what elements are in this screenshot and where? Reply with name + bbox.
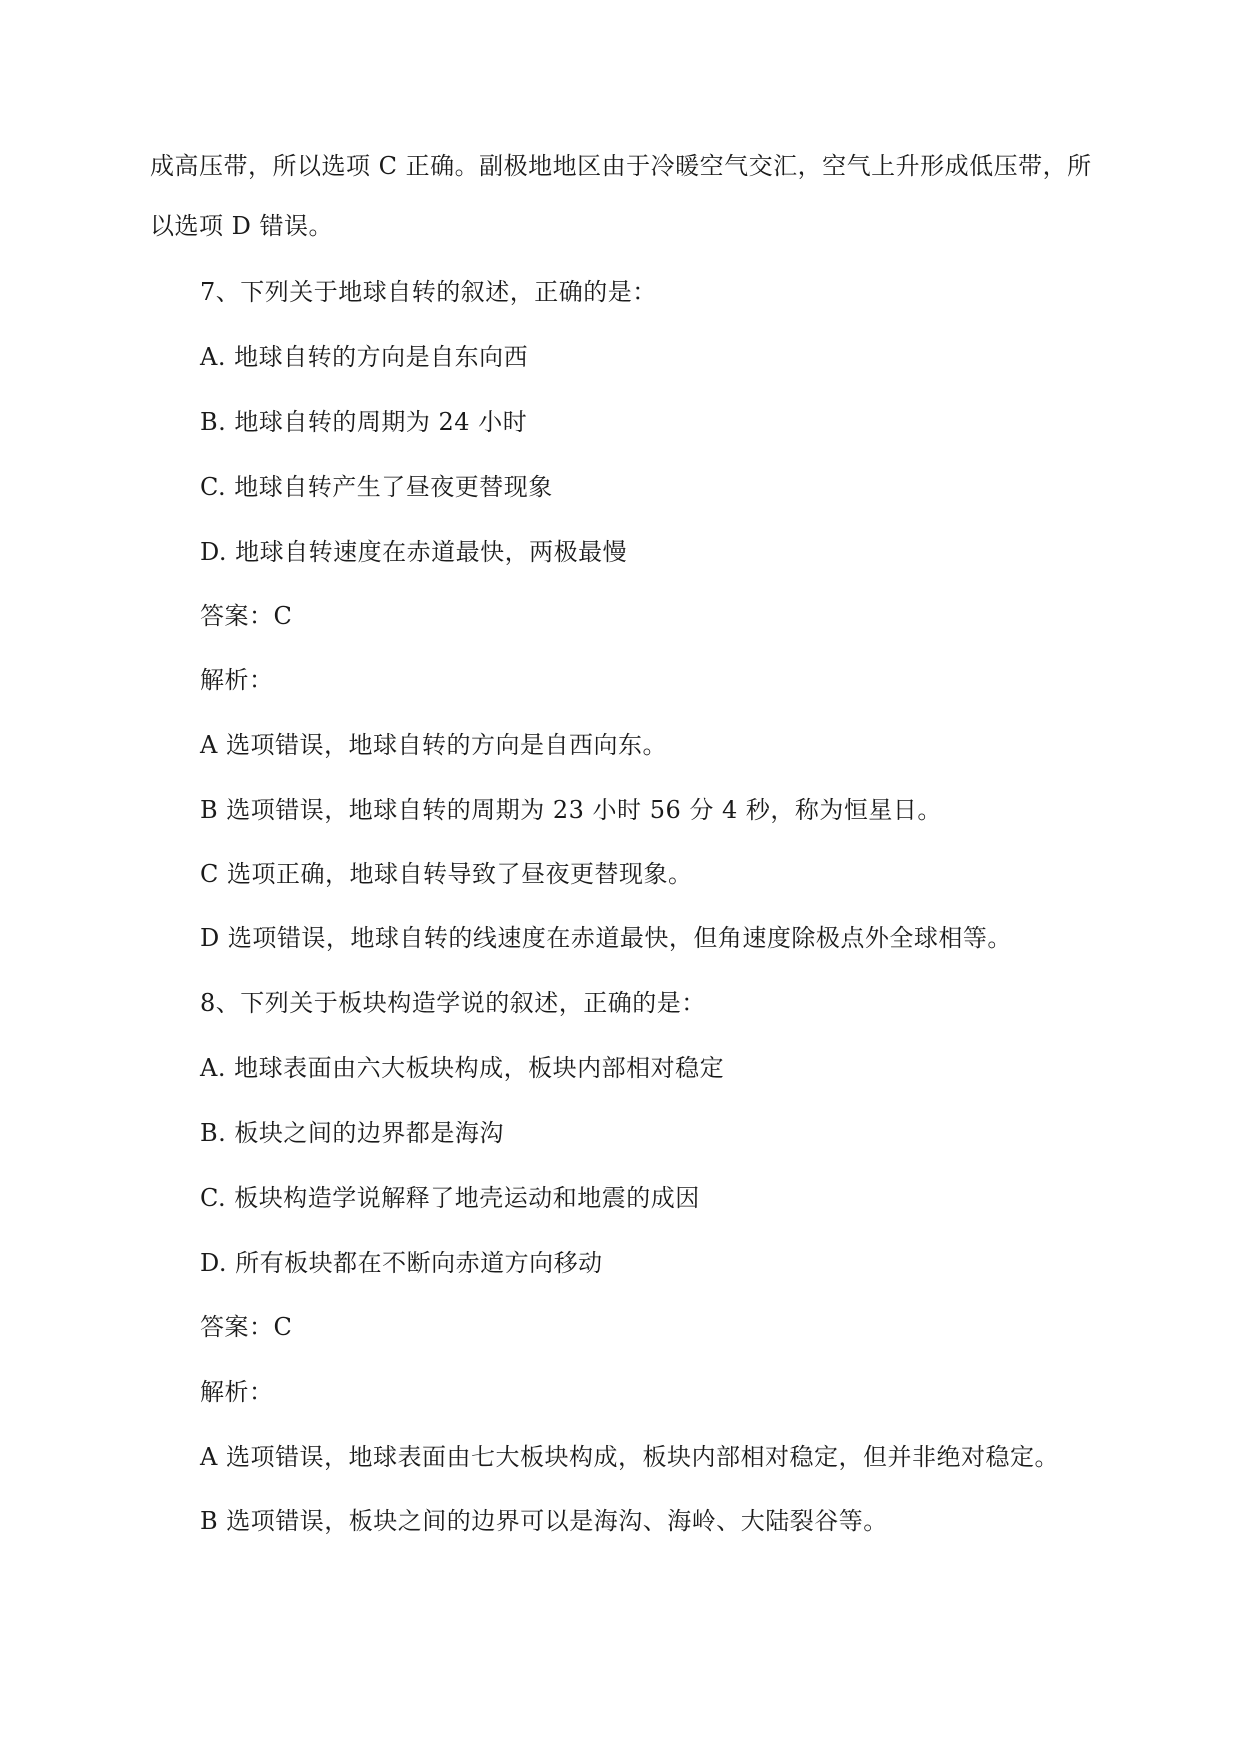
question-7-option-c: C. 地球自转产生了昼夜更替现象 — [200, 473, 553, 501]
question-8-option-c: C. 板块构造学说解释了地壳运动和地震的成因 — [200, 1184, 700, 1212]
question-7-option-d: D. 地球自转速度在赤道最快，两极最慢 — [200, 538, 628, 566]
question-7-analysis-d: D 选项错误，地球自转的线速度在赤道最快，但角速度除极点外全球相等。 — [200, 924, 1012, 952]
question-8-analysis-a: A 选项错误，地球表面由七大板块构成，板块内部相对稳定，但并非绝对稳定。 — [200, 1443, 1059, 1471]
continuation-line-2: 以选项 D 错误。 — [150, 212, 333, 240]
question-7-analysis-label: 解析： — [200, 666, 274, 694]
question-8-answer: 答案：C — [200, 1313, 293, 1341]
question-8-option-b: B. 板块之间的边界都是海沟 — [200, 1119, 504, 1147]
continuation-line-1: 成高压带，所以选项 C 正确。副极地地区由于冷暖空气交汇，空气上升形成低压带，所 — [150, 152, 1092, 180]
question-8-option-a: A. 地球表面由六大板块构成，板块内部相对稳定 — [200, 1054, 725, 1082]
question-7-option-a: A. 地球自转的方向是自东向西 — [200, 343, 529, 371]
question-7-answer: 答案：C — [200, 602, 293, 630]
question-7-analysis-c: C 选项正确，地球自转导致了昼夜更替现象。 — [200, 860, 693, 888]
question-7-option-b: B. 地球自转的周期为 24 小时 — [200, 408, 528, 436]
question-8-analysis-label: 解析： — [200, 1378, 274, 1406]
question-8-analysis-b: B 选项错误，板块之间的边界可以是海沟、海岭、大陆裂谷等。 — [200, 1507, 888, 1535]
question-7-analysis-b: B 选项错误，地球自转的周期为 23 小时 56 分 4 秒，称为恒星日。 — [200, 796, 942, 824]
question-8-stem: 8、下列关于板块构造学说的叙述，正确的是： — [200, 989, 706, 1017]
question-7-stem: 7、下列关于地球自转的叙述，正确的是： — [200, 278, 657, 306]
question-7-analysis-a: A 选项错误，地球自转的方向是自西向东。 — [200, 731, 667, 759]
question-8-option-d: D. 所有板块都在不断向赤道方向移动 — [200, 1249, 603, 1277]
